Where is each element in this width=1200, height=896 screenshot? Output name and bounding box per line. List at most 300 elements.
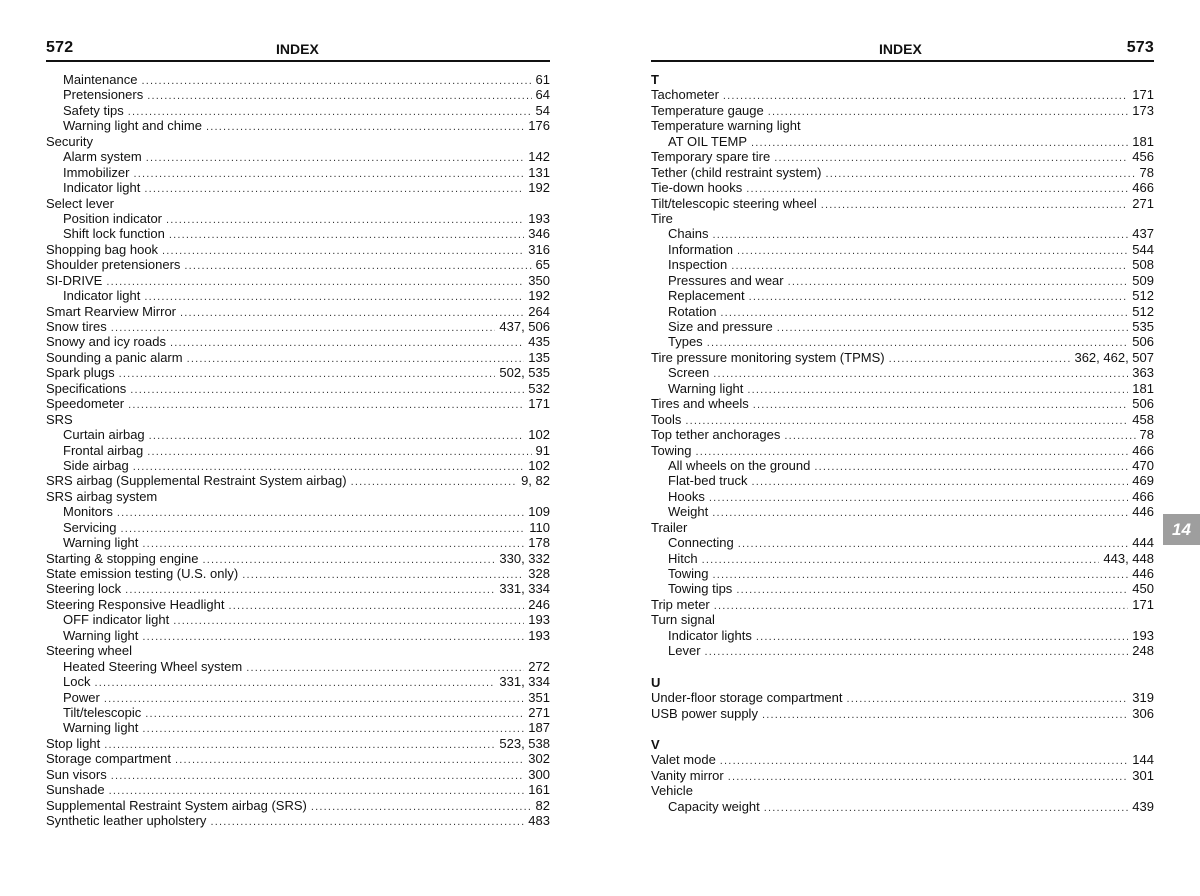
index-entry-label: Tachometer	[651, 87, 719, 103]
dot-leader	[242, 568, 524, 583]
index-entry-label: Shoulder pretensioners	[46, 257, 181, 273]
index-entry	[46, 581, 550, 596]
right-page	[651, 0, 1154, 896]
index-entry-page: 483	[528, 813, 550, 828]
index-entry-label: Warning light and chime	[63, 118, 202, 134]
index-entry-page: 171	[1132, 87, 1154, 103]
index-entry-page: 82	[535, 797, 550, 813]
index-entry	[46, 365, 550, 380]
dot-leader	[94, 676, 495, 691]
dot-leader	[747, 383, 1128, 398]
index-entry-label: Towing	[668, 566, 709, 581]
index-entry-page: 470	[1132, 457, 1154, 473]
index-entry-page: 193	[528, 210, 550, 226]
index-entry	[651, 458, 1154, 473]
index-entry	[651, 643, 1154, 658]
index-entry-page: 193	[1132, 627, 1154, 643]
index-entry	[651, 690, 1154, 705]
index-entry-label: Synthetic leather upholstery	[46, 813, 207, 828]
index-entry-label: Heated Steering Wheel system	[63, 658, 243, 674]
index-entry-label: Tires and wheels	[651, 396, 749, 412]
index-entry-page: 439	[1132, 798, 1154, 814]
index-entry-page: 246	[528, 596, 550, 612]
dot-leader	[311, 800, 532, 815]
index-entry-page: 512	[1132, 303, 1154, 319]
index-entry-label: Maintenance	[63, 72, 138, 87]
index-entry-label: Temperature gauge	[651, 102, 764, 118]
index-entry-label: Indicator lights	[668, 627, 752, 643]
index-entry-label: Monitors	[63, 504, 113, 520]
index-entry-label: USB power supply	[651, 705, 758, 721]
index-entry-page: 78	[1139, 164, 1154, 180]
index-entry	[46, 551, 550, 566]
index-entry	[46, 165, 550, 180]
dot-leader	[142, 537, 524, 552]
index-entry-label: OFF indicator light	[63, 612, 170, 628]
index-entry-label: Weight	[668, 504, 709, 520]
index-entry-label: Hooks	[668, 488, 705, 504]
index-entry	[651, 768, 1154, 783]
dot-leader	[728, 770, 1129, 785]
right-page-header	[651, 36, 1154, 62]
index-entry-page: 544	[1132, 241, 1154, 257]
index-entry-page: 450	[1132, 581, 1154, 597]
dot-leader	[821, 198, 1129, 213]
dot-leader	[736, 583, 1128, 598]
dot-leader	[104, 692, 524, 707]
dot-leader	[133, 167, 524, 182]
index-entry-page: 9, 82	[521, 473, 550, 489]
dot-leader	[814, 460, 1128, 475]
index-entry	[46, 473, 550, 488]
index-entry	[46, 612, 550, 627]
index-entry-label: State emission testing (U.S. only)	[46, 566, 239, 581]
index-entry-label: Rotation	[668, 303, 717, 319]
dot-leader	[246, 661, 524, 676]
index-entry	[46, 396, 550, 411]
index-entry	[46, 458, 550, 473]
index-entry	[46, 659, 550, 674]
index-entry-page: 446	[1132, 504, 1154, 520]
index-entry	[46, 489, 550, 504]
index-entry-page: 532	[528, 380, 550, 396]
dot-leader	[206, 120, 524, 135]
index-entry-label: Indicator light	[63, 180, 141, 196]
index-entry	[46, 705, 550, 720]
index-entry-label: Vehicle	[651, 783, 693, 799]
index-entry	[46, 751, 550, 766]
index-entry	[651, 304, 1154, 319]
dot-leader	[111, 769, 525, 784]
index-entry	[46, 149, 550, 164]
index-entry-label: Trip meter	[651, 596, 710, 612]
index-entry	[651, 473, 1154, 488]
index-entry	[651, 118, 1154, 133]
index-entry-page: 351	[528, 689, 550, 705]
index-entry-label: Specifications	[46, 380, 127, 396]
dot-leader	[751, 136, 1128, 151]
index-entry	[651, 180, 1154, 195]
right-index-list	[651, 72, 1154, 814]
index-entry	[651, 226, 1154, 241]
index-entry-label: Snowy and icy roads	[46, 334, 166, 350]
index-entry	[46, 288, 550, 303]
index-entry	[651, 520, 1154, 535]
dot-leader	[162, 244, 524, 259]
index-entry	[651, 752, 1154, 767]
index-entry	[46, 180, 550, 195]
index-entry-label: Tilt/telescopic steering wheel	[651, 195, 817, 211]
dot-leader	[175, 753, 524, 768]
index-entry-page: 193	[528, 612, 550, 628]
index-entry-page: 131	[528, 164, 550, 180]
index-entry-page: 171	[528, 396, 550, 412]
index-entry	[651, 799, 1154, 814]
index-entry-label: Inspection	[668, 257, 728, 273]
index-entry-label: All wheels on the ground	[668, 457, 811, 473]
dot-leader	[737, 244, 1128, 259]
index-entry-label: Tilt/telescopic	[63, 704, 142, 720]
index-entry	[651, 319, 1154, 334]
index-entry-label: Sun visors	[46, 766, 107, 782]
index-entry-label: Information	[668, 241, 734, 257]
index-entry-label: Curtain airbag	[63, 427, 145, 443]
dot-leader	[720, 306, 1128, 321]
index-entry	[651, 381, 1154, 396]
dot-leader	[751, 475, 1128, 490]
index-entry-label: Towing tips	[668, 581, 733, 597]
index-entry-page: 306	[1132, 705, 1154, 721]
index-entry	[46, 242, 550, 257]
index-entry-page: 61	[535, 72, 550, 87]
dot-leader	[351, 475, 517, 490]
index-entry-label: Turn signal	[651, 612, 715, 628]
index-entry-label: Screen	[668, 365, 710, 381]
index-entry	[651, 134, 1154, 149]
index-entry	[46, 427, 550, 442]
index-entry-label: Sunshade	[46, 782, 105, 798]
index-entry	[46, 813, 550, 828]
index-entry-label: Trailer	[651, 519, 688, 535]
dot-leader	[147, 89, 531, 104]
index-entry-label: Replacement	[668, 288, 745, 304]
index-entry-label: Lever	[668, 643, 701, 659]
dot-leader	[723, 89, 1128, 104]
index-entry	[651, 535, 1154, 550]
index-entry	[46, 782, 550, 797]
index-entry	[46, 304, 550, 319]
index-entry-label: Spark plugs	[46, 365, 115, 381]
index-entry	[651, 334, 1154, 349]
index-entry-label: Tie-down hooks	[651, 180, 743, 196]
index-entry-label: Smart Rearview Mirror	[46, 303, 177, 319]
page-title: INDEX	[276, 41, 319, 57]
dot-leader	[170, 336, 524, 351]
index-entry	[651, 396, 1154, 411]
index-entry-page: 319	[1132, 690, 1154, 706]
index-entry-label: Valet mode	[651, 752, 716, 768]
dot-leader	[712, 228, 1128, 243]
index-entry	[651, 489, 1154, 504]
index-entry-label: Top tether anchorages	[651, 427, 781, 443]
dot-leader	[145, 707, 524, 722]
index-entry-page: 466	[1132, 442, 1154, 458]
index-entry-page: 110	[529, 519, 550, 535]
index-entry-page: 316	[528, 241, 550, 257]
index-entry	[46, 87, 550, 102]
page-number: 573	[1126, 39, 1154, 56]
index-entry	[46, 798, 550, 813]
index-entry-page: 301	[1132, 767, 1154, 783]
index-entry-label: Towing	[651, 442, 692, 458]
index-entry-page: 161	[528, 782, 550, 798]
index-entry	[46, 334, 550, 349]
index-entry	[46, 319, 550, 334]
dot-leader	[756, 630, 1128, 645]
dot-leader	[788, 275, 1129, 290]
index-entry-label: Stop light	[46, 735, 101, 751]
dot-leader	[889, 352, 1071, 367]
index-entry-label: Warning light	[63, 535, 139, 551]
index-entry-label: Shift lock function	[63, 226, 165, 242]
index-entry-page: 466	[1132, 180, 1154, 196]
index-entry-page: 331, 334	[499, 581, 550, 597]
index-entry	[651, 288, 1154, 303]
index-entry-page: 508	[1132, 257, 1154, 273]
index-entry-page: 178	[528, 535, 550, 551]
index-entry-label: Steering wheel	[46, 643, 132, 659]
dot-leader	[777, 321, 1129, 336]
dot-leader	[762, 708, 1128, 723]
dot-leader	[169, 228, 524, 243]
index-entry-page: 272	[528, 658, 550, 674]
dot-leader	[784, 429, 1135, 444]
index-entry-label: Chains	[668, 226, 709, 242]
dot-leader	[713, 367, 1128, 382]
index-entry	[46, 118, 550, 133]
dot-leader	[142, 630, 524, 645]
index-entry	[651, 211, 1154, 226]
index-entry-page: 328	[528, 566, 550, 581]
index-entry-page: 350	[528, 272, 550, 288]
dot-leader	[142, 722, 524, 737]
dot-leader	[128, 398, 524, 413]
dot-leader	[749, 290, 1129, 305]
index-entry-label: AT OIL TEMP	[668, 133, 747, 149]
dot-leader	[764, 801, 1129, 816]
index-entry	[651, 628, 1154, 643]
dot-leader	[774, 151, 1128, 166]
index-entry-page: 192	[528, 288, 550, 304]
dot-leader	[141, 74, 531, 89]
index-entry	[651, 242, 1154, 257]
index-entry	[46, 196, 550, 211]
index-entry-page: 171	[1132, 596, 1154, 612]
index-entry-label: Warning light	[668, 380, 744, 396]
index-entry-label: SRS airbag system	[46, 488, 158, 504]
section-spacer	[651, 659, 1154, 675]
index-entry-label: Tire pressure monitoring system (TPMS)	[651, 349, 885, 365]
dot-leader	[119, 367, 496, 382]
index-entry-page: 193	[528, 627, 550, 643]
dot-leader	[120, 522, 525, 537]
index-entry	[651, 427, 1154, 442]
index-entry-label: Snow tires	[46, 319, 107, 334]
left-page	[46, 0, 550, 896]
dot-leader	[147, 445, 531, 460]
index-entry-label: Alarm system	[63, 149, 142, 165]
index-entry-page: 142	[528, 149, 550, 165]
index-entry-page: 91	[535, 442, 550, 458]
section-spacer	[651, 721, 1154, 737]
index-entry	[651, 165, 1154, 180]
chapter-thumb-tab[interactable]: 14	[1163, 514, 1200, 545]
index-entry-label: Lock	[63, 674, 91, 690]
index-entry	[651, 581, 1154, 596]
index-entry-label: Storage compartment	[46, 751, 172, 767]
index-entry-label: Indicator light	[63, 288, 141, 304]
index-entry	[46, 72, 550, 87]
index-entry-label: Immobilizer	[63, 164, 130, 180]
index-entry-label: Sounding a panic alarm	[46, 349, 183, 365]
left-index-list	[46, 72, 550, 828]
index-entry	[651, 350, 1154, 365]
index-entry-label: Size and pressure	[668, 319, 773, 334]
index-entry	[651, 365, 1154, 380]
page-number: 572	[46, 39, 74, 56]
dot-leader	[714, 599, 1129, 614]
index-entry	[46, 736, 550, 751]
index-entry-page: 271	[528, 704, 550, 720]
index-entry-label: Frontal airbag	[63, 442, 144, 458]
index-entry-label: Hitch	[668, 550, 698, 566]
index-entry	[46, 597, 550, 612]
index-entry	[46, 674, 550, 689]
index-entry	[46, 350, 550, 365]
index-entry-label: Supplemental Restraint System airbag (SRS)	[46, 797, 307, 813]
index-entry-label: SRS airbag (Supplemental Restraint System airbag)	[46, 473, 347, 489]
index-entry-label: Power	[63, 689, 100, 705]
dot-leader	[106, 275, 524, 290]
index-entry-page: 509	[1132, 272, 1154, 288]
dot-leader	[712, 568, 1128, 583]
index-entry-page: 181	[1132, 133, 1154, 149]
dot-leader	[187, 352, 525, 367]
dot-leader	[180, 306, 524, 321]
index-entry	[46, 443, 550, 458]
index-entry-label: Servicing	[63, 519, 117, 535]
index-entry	[46, 381, 550, 396]
index-entry-page: 443, 448	[1103, 550, 1154, 566]
dot-leader	[768, 105, 1129, 120]
page-title: INDEX	[879, 41, 922, 57]
dot-leader	[144, 182, 524, 197]
index-entry-page: 176	[528, 118, 550, 134]
index-entry-page: 437	[1132, 226, 1154, 242]
index-entry	[46, 412, 550, 427]
left-page-header	[46, 36, 550, 62]
section-letter-heading: U	[651, 674, 661, 690]
index-entry	[651, 87, 1154, 102]
index-entry-label: Temperature warning light	[651, 118, 801, 134]
index-entry	[46, 690, 550, 705]
index-entry-page: 346	[528, 226, 550, 242]
index-entry-label: Capacity weight	[668, 798, 760, 814]
index-entry	[651, 103, 1154, 118]
index-entry	[46, 273, 550, 288]
index-entry	[46, 226, 550, 241]
index-entry-label: Warning light	[63, 720, 139, 736]
index-entry	[651, 597, 1154, 612]
index-entry-label: SRS	[46, 411, 73, 427]
index-entry	[46, 504, 550, 519]
index-entry-label: Pressures and wear	[668, 272, 784, 288]
index-entry-page: 502, 535	[499, 365, 550, 381]
index-entry-label: Vanity mirror	[651, 767, 724, 783]
dot-leader	[111, 321, 496, 336]
index-entry-page: 65	[535, 257, 550, 273]
index-entry-page: 512	[1132, 288, 1154, 304]
index-entry-page: 362, 462, 507	[1074, 349, 1154, 365]
index-entry-page: 446	[1132, 566, 1154, 581]
dot-leader	[731, 259, 1128, 274]
dot-leader	[117, 506, 524, 521]
index-entry-page: 264	[528, 303, 550, 319]
dot-leader	[184, 259, 531, 274]
index-entry-page: 144	[1132, 752, 1154, 768]
index-entry-page: 535	[1132, 319, 1154, 334]
index-entry-page: 102	[528, 427, 550, 443]
section-letter-heading: T	[651, 72, 659, 87]
dot-leader	[229, 599, 525, 614]
index-entry	[46, 257, 550, 272]
dot-leader	[720, 754, 1129, 769]
index-entry-page: 456	[1132, 149, 1154, 165]
dot-leader	[702, 553, 1100, 568]
dot-leader	[705, 645, 1129, 660]
index-entry-label: Flat-bed truck	[668, 473, 748, 489]
index-entry-label: Connecting	[668, 535, 734, 551]
index-entry-page: 331, 334	[499, 674, 550, 690]
index-entry	[651, 196, 1154, 211]
index-entry-page: 330, 332	[499, 550, 550, 566]
index-entry-label: Steering lock	[46, 581, 122, 597]
index-entry-label: Steering Responsive Headlight	[46, 596, 225, 612]
index-entry-page: 109	[528, 504, 550, 520]
index-entry-page: 444	[1132, 535, 1154, 551]
index-entry	[46, 103, 550, 118]
index-entry-label: Pretensioners	[63, 87, 144, 103]
index-entry	[651, 783, 1154, 798]
index-entry-page: 64	[535, 87, 550, 103]
index-entry-page: 302	[528, 751, 550, 767]
index-entry-label: Under-floor storage compartment	[651, 690, 843, 706]
index-entry	[651, 257, 1154, 272]
index-entry	[46, 628, 550, 643]
index-entry-page: 102	[528, 457, 550, 473]
index-entry-label: Tire	[651, 210, 673, 226]
index-entry-page: 506	[1132, 396, 1154, 412]
index-entry-label: Position indicator	[63, 210, 162, 226]
index-entry-page: 466	[1132, 488, 1154, 504]
dot-leader	[846, 692, 1128, 707]
index-entry-label: Select lever	[46, 195, 114, 211]
index-entry-page: 523, 538	[499, 735, 550, 751]
index-entry	[651, 412, 1154, 427]
index-entry	[651, 551, 1154, 566]
index-entry-label: Speedometer	[46, 396, 125, 412]
dot-leader	[166, 213, 524, 228]
